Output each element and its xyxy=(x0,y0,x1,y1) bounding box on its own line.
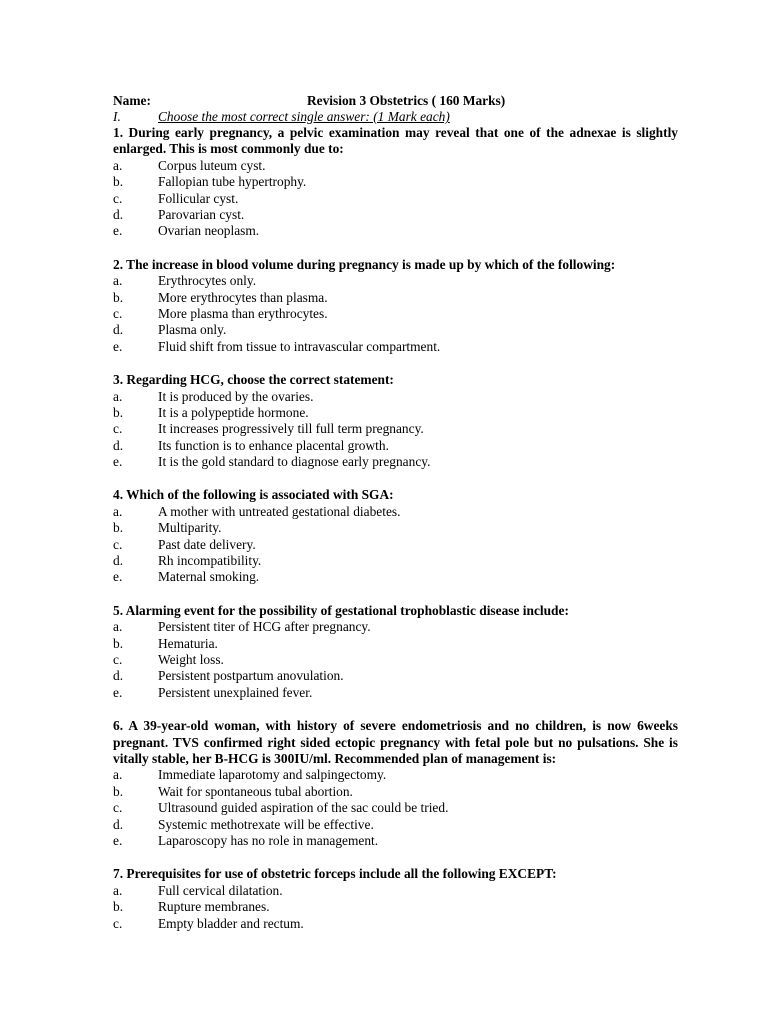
answer-option xyxy=(113,767,678,783)
option-letter: e. xyxy=(113,569,123,585)
answer-option xyxy=(113,883,678,899)
exam-title: Revision 3 Obstetrics ( 160 Marks) xyxy=(307,93,506,108)
option-letter: d. xyxy=(113,668,124,684)
option-text: Systemic methotrexate will be effective. xyxy=(158,816,374,832)
option-letter: a. xyxy=(113,157,123,173)
answer-option xyxy=(113,421,678,437)
option-letter: c. xyxy=(113,536,123,552)
option-text: It is the gold standard to diagnose early pregnancy. xyxy=(158,454,431,470)
option-letter: d. xyxy=(113,553,124,569)
answer-option xyxy=(113,322,678,338)
option-text: Rh incompatibility. xyxy=(158,553,262,569)
answer-option xyxy=(113,454,678,470)
option-text: Hematuria. xyxy=(158,635,218,651)
option-letter: b. xyxy=(113,289,124,305)
option-text: A mother with untreated gestational diabetes. xyxy=(158,503,401,519)
question-4 xyxy=(113,487,678,585)
answer-option xyxy=(113,273,678,289)
answer-option xyxy=(113,174,678,190)
answer-option xyxy=(113,158,678,174)
question-text: 6. A 39-year-old woman, with history of severe endometriosis and no children, is now 6weeks pregnant. TVS confirmed right sided ectopic pregnancy with fetal pole but no pulsations. She is vitally stable, her B-HCG is 300IU/ml. Recommended plan of management is: xyxy=(113,718,678,767)
option-letter: a. xyxy=(113,619,123,635)
option-letter: b. xyxy=(113,635,124,651)
option-letter: e. xyxy=(113,454,123,470)
option-text: Wait for spontaneous tubal abortion. xyxy=(158,783,353,799)
answer-option xyxy=(113,784,678,800)
option-letter: c. xyxy=(113,652,123,668)
option-text: Multiparity. xyxy=(158,520,222,536)
option-text: Its function is to enhance placental growth. xyxy=(158,437,389,453)
option-text: Persistent titer of HCG after pregnancy. xyxy=(158,619,371,635)
question-text: 7. Prerequisites for use of obstetric forceps include all the following EXCEPT: xyxy=(113,866,557,882)
option-text: More erythrocytes than plasma. xyxy=(158,289,328,305)
answer-option xyxy=(113,636,678,652)
exam-content xyxy=(113,93,678,932)
option-text: Fallopian tube hypertrophy. xyxy=(158,174,307,190)
answer-option xyxy=(113,619,678,635)
option-letter: d. xyxy=(113,816,124,832)
option-letter: b. xyxy=(113,899,124,915)
answer-option xyxy=(113,223,678,239)
option-text: Empty bladder and rectum. xyxy=(158,915,304,931)
answer-option xyxy=(113,817,678,833)
option-letter: c. xyxy=(113,421,123,437)
section-instruction: Choose the most correct single answer: (1 Mark each) xyxy=(158,109,450,124)
answer-option xyxy=(113,405,678,421)
option-text: More plasma than erythrocytes. xyxy=(158,305,328,321)
option-text: Persistent postpartum anovulation. xyxy=(158,668,344,684)
option-letter: e. xyxy=(113,223,123,239)
answer-option xyxy=(113,800,678,816)
answer-option xyxy=(113,916,678,932)
option-text: Fluid shift from tissue to intravascular compartment. xyxy=(158,338,441,354)
answer-option xyxy=(113,389,678,405)
question-6 xyxy=(113,718,678,849)
answer-option xyxy=(113,668,678,684)
answer-option xyxy=(113,833,678,849)
answer-option xyxy=(113,290,678,306)
section-number: I. xyxy=(113,109,121,124)
question-5 xyxy=(113,603,678,701)
answer-option xyxy=(113,520,678,536)
option-letter: b. xyxy=(113,404,124,420)
option-text: It is a polypeptide hormone. xyxy=(158,404,309,420)
option-letter: c. xyxy=(113,800,123,816)
option-letter: c. xyxy=(113,305,123,321)
question-2 xyxy=(113,257,678,355)
option-letter: b. xyxy=(113,520,124,536)
question-text: 5. Alarming event for the possibility of gestational trophoblastic disease include: xyxy=(113,602,569,618)
option-letter: a. xyxy=(113,503,123,519)
question-text: 4. Which of the following is associated with SGA: xyxy=(113,487,394,503)
answer-option xyxy=(113,339,678,355)
option-letter: a. xyxy=(113,882,123,898)
answer-option xyxy=(113,569,678,585)
option-letter: a. xyxy=(113,388,123,404)
option-text: It increases progressively till full term pregnancy. xyxy=(158,421,424,437)
answer-option xyxy=(113,207,678,223)
answer-option xyxy=(113,537,678,553)
option-letter: a. xyxy=(113,767,123,783)
option-text: Ovarian neoplasm. xyxy=(158,223,260,239)
option-text: Laparoscopy has no role in management. xyxy=(158,832,379,848)
question-text: 3. Regarding HCG, choose the correct statement: xyxy=(113,372,394,388)
option-text: Follicular cyst. xyxy=(158,190,239,206)
answer-option xyxy=(113,652,678,668)
option-text: Plasma only. xyxy=(158,322,227,338)
option-letter: e. xyxy=(113,684,123,700)
answer-option xyxy=(113,553,678,569)
option-text: Maternal smoking. xyxy=(158,569,260,585)
answer-option xyxy=(113,191,678,207)
name-label: Name: xyxy=(113,93,151,108)
option-text: Corpus luteum cyst. xyxy=(158,157,266,173)
option-text: Weight loss. xyxy=(158,652,224,668)
question-7 xyxy=(113,866,678,932)
question-text: 2. The increase in blood volume during pregnancy is made up by which of the following: xyxy=(113,256,616,272)
section-heading xyxy=(113,109,678,125)
option-letter: c. xyxy=(113,190,123,206)
option-letter: d. xyxy=(113,206,124,222)
option-letter: b. xyxy=(113,783,124,799)
option-text: Persistent unexplained fever. xyxy=(158,684,313,700)
option-letter: b. xyxy=(113,174,124,190)
option-letter: d. xyxy=(113,437,124,453)
option-letter: c. xyxy=(113,915,123,931)
option-letter: d. xyxy=(113,322,124,338)
question-text: 1. During early pregnancy, a pelvic examination may reveal that one of the adnexae is slightly enlarged. This is most commonly due to: xyxy=(113,125,678,157)
question-3 xyxy=(113,372,678,470)
answer-option xyxy=(113,438,678,454)
option-text: Rupture membranes. xyxy=(158,899,270,915)
option-text: It is produced by the ovaries. xyxy=(158,388,314,404)
option-text: Erythrocytes only. xyxy=(158,273,257,289)
exam-header xyxy=(113,93,678,109)
answer-option xyxy=(113,306,678,322)
answer-option xyxy=(113,504,678,520)
answer-option xyxy=(113,899,678,915)
question-1 xyxy=(113,125,678,240)
option-text: Immediate laparotomy and salpingectomy. xyxy=(158,767,387,783)
option-text: Past date delivery. xyxy=(158,536,256,552)
option-letter: e. xyxy=(113,832,123,848)
option-letter: a. xyxy=(113,273,123,289)
option-letter: e. xyxy=(113,338,123,354)
answer-option xyxy=(113,685,678,701)
option-text: Full cervical dilatation. xyxy=(158,882,283,898)
option-text: Parovarian cyst. xyxy=(158,206,245,222)
option-text: Ultrasound guided aspiration of the sac could be tried. xyxy=(158,800,449,816)
